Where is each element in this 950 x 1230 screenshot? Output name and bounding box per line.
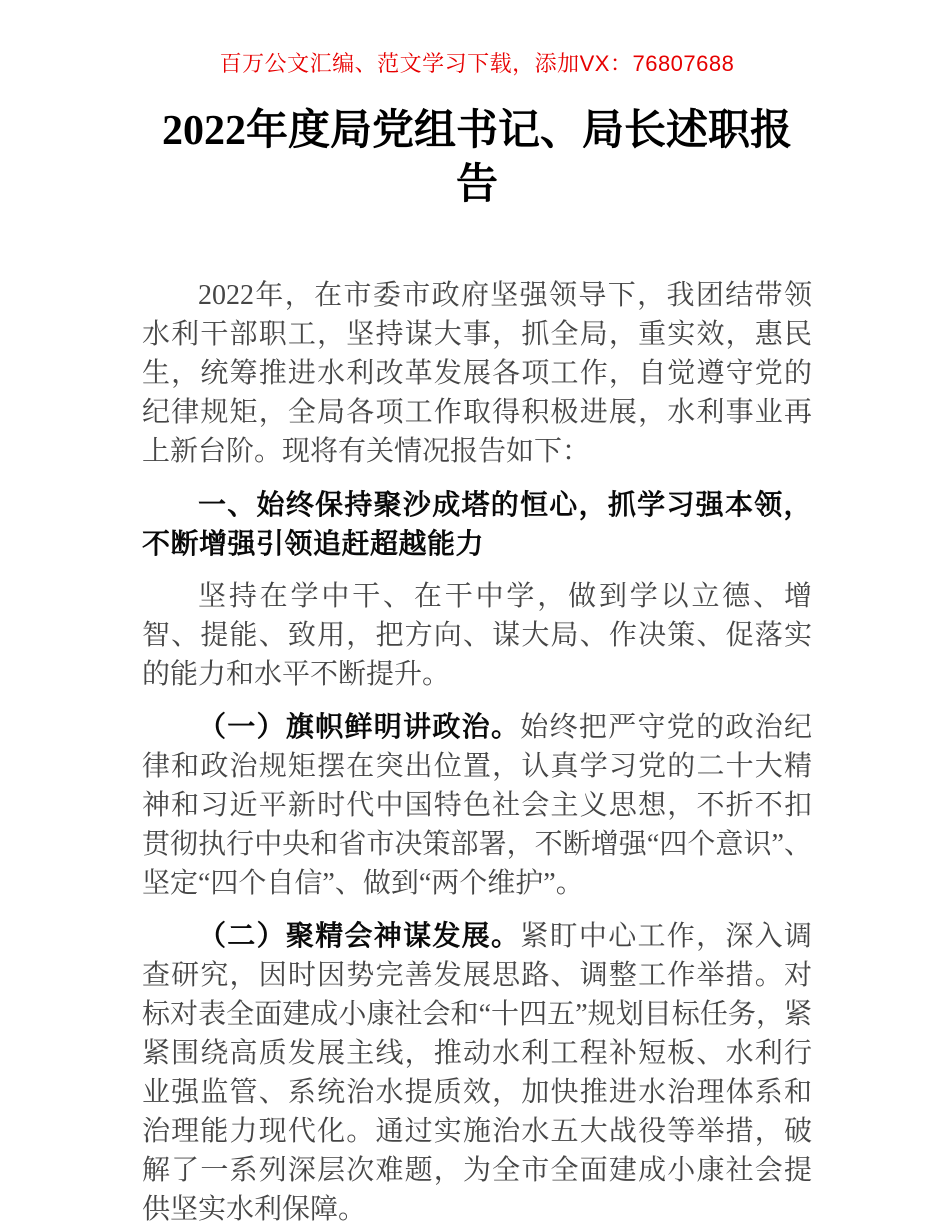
paragraph-intro: 2022年，在市委市政府坚强领导下，我团结带领水利干部职工，坚持谋大事，抓全局，重实效，惠民生，统筹推进水利改革发展各项工作，自觉遵守党的纪律规矩，全局各项工作取得积极进展，水利事业再上新台阶。现将有关情况报告如下： [142, 280, 812, 467]
paragraph-learning: 坚持在学中干、在干中学，做到学以立德、增智、提能、致用，把方向、谋大局、作决策、促落实的能力和水平不断提升。 [142, 581, 812, 690]
paragraph-development-lead: （二）聚精会神谋发展。 [198, 921, 521, 952]
paragraph-politics [142, 708, 812, 903]
document-body [142, 276, 812, 1229]
paragraph-development-text: 紧盯中心工作，深入调查研究，因时因势完善发展思路、调整工作举措。对标对表全面建成小康社会和“十四五”规划目标任务，紧紧围绕高质发展主线，推动水利工程补短板、水利行业强监管、系统治水提质效，加快推进水治理体系和治理能力现代化。通过实施治水五大战役等举措，破解了一系列深层次难题，为全市全面建成小康社会提供坚实水利保障。 [142, 921, 812, 1225]
promo-notice: 百万公文汇编、范文学习下载，添加VX：76807688 [219, 51, 735, 76]
paragraph-politics-lead: （一）旗帜鲜明讲政治。 [198, 712, 521, 743]
document-title: 2022年度局党组书记、局长述职报告 [161, 108, 792, 208]
paragraph-politics-text: 始终把严守党的政治纪律和政治规矩摆在突出位置，认真学习党的二十大精神和习近平新时代中国特色社会主义思想，不折不扣贯彻执行中央和省市决策部署，不断增强“四个意识”、坚定“四个自信”、做到“两个维护”。 [142, 712, 812, 899]
section-heading-1: 一、始终保持聚沙成塔的恒心，抓学习强本领，不断增强引领追赶超越能力 [142, 489, 812, 559]
paragraph-development [142, 917, 812, 1229]
